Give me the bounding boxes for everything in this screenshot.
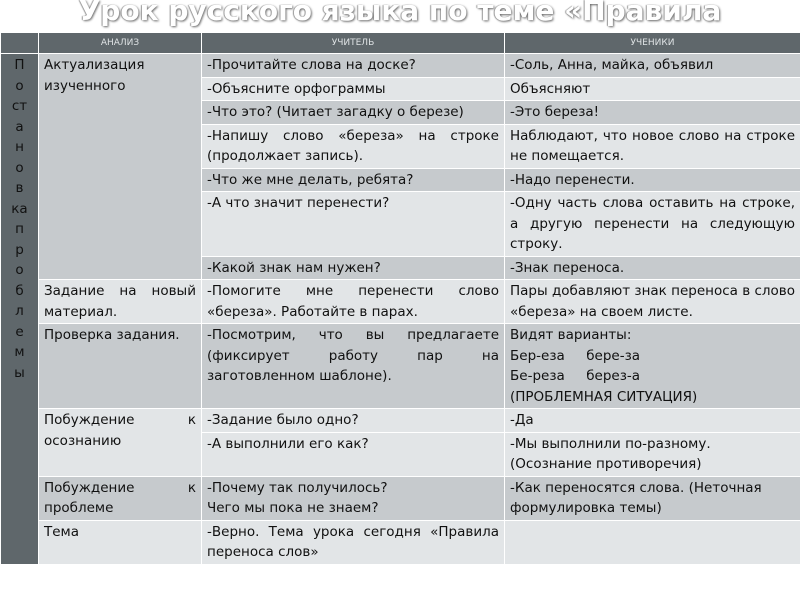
students-cell: Объясняют	[505, 77, 800, 101]
stage-check: Проверка задания.	[39, 324, 202, 409]
lesson-table	[0, 32, 800, 565]
stage-awareness: Побуждение к осознанию	[39, 409, 202, 477]
table-row	[1, 54, 800, 78]
students-cell: -Мы выполнили по-разному. (Осознание противоречия)	[505, 432, 800, 476]
slide-title: Урок русского языка по теме «Правила	[78, 0, 722, 27]
students-cell: -Одну часть слова оставить на строке, а другую перенести на следующую строку.	[505, 192, 800, 257]
students-cell: -Знак переноса.	[505, 256, 800, 280]
students-cell: -Да	[505, 409, 800, 433]
teacher-cell: -Посмотрим, что вы предлагаете (фиксирует работу пар на заготовленном шаблоне).	[202, 324, 505, 409]
students-line: Видят варианты:	[510, 327, 632, 343]
teacher-cell: -Верно. Тема урока сегодня «Правила переноса слов»	[202, 520, 505, 564]
header-analysis: АНАЛИЗ	[39, 33, 202, 54]
teacher-cell	[202, 476, 505, 520]
stage-topic: Тема	[39, 520, 202, 564]
stage-problem: Побуждение к проблеме	[39, 476, 202, 520]
header-row	[1, 33, 800, 54]
students-cell: Наблюдают, что новое слово на строке не помещается.	[505, 124, 800, 168]
students-cell	[505, 520, 800, 564]
students-cell: -Соль, Анна, майка, объявил	[505, 54, 800, 78]
stage-actualization: Актуализация изученного	[39, 54, 202, 280]
header-students: УЧЕНИКИ	[505, 33, 800, 54]
students-cell	[505, 324, 800, 409]
title-bar	[0, 0, 800, 32]
teacher-cell: -Какой знак нам нужен?	[202, 256, 505, 280]
stage-new-material: Задание на новый материал.	[39, 280, 202, 324]
students-line: Бер-еза бере-за	[510, 347, 641, 364]
teacher-cell: -Что же мне делать, ребята?	[202, 168, 505, 192]
table-row	[1, 280, 800, 324]
students-cell: -Это береза!	[505, 101, 800, 125]
students-line: Бе-реза берез-а	[510, 368, 641, 384]
teacher-cell: -Напишу слово «береза» на строке (продолжает запись).	[202, 124, 505, 168]
side-label: П о ст а н о в ка п р о б л е м ы	[1, 54, 39, 565]
teacher-cell: -Прочитайте слова на доске?	[202, 54, 505, 78]
table-row	[1, 324, 800, 409]
table-row	[1, 476, 800, 520]
teacher-cell: -Помогите мне перенести слово «береза». Работайте в парах.	[202, 280, 505, 324]
teacher-line: Чего мы пока не знаем?	[207, 500, 379, 516]
students-cell: Пары добавляют знак переноса в слово «береза» на своем листе.	[505, 280, 800, 324]
teacher-line: -Почему так получилось?	[207, 479, 388, 496]
students-cell: -Как переносятся слова. (Неточная формулировка темы)	[505, 476, 800, 520]
students-cell: -Надо перенести.	[505, 168, 800, 192]
teacher-cell: -А что значит перенести?	[202, 192, 505, 257]
teacher-cell: -Задание было одно?	[202, 409, 505, 433]
problem-situation: (ПРОБЛЕМНАЯ СИТУАЦИЯ)	[510, 388, 698, 405]
header-teacher: УЧИТЕЛЬ	[202, 33, 505, 54]
teacher-cell: -Объясните орфограммы	[202, 77, 505, 101]
corner-header	[1, 33, 39, 54]
table-row	[1, 409, 800, 433]
table-row	[1, 520, 800, 564]
teacher-cell: -А выполнили его как?	[202, 432, 505, 476]
teacher-cell: -Что это? (Читает загадку о березе)	[202, 101, 505, 125]
